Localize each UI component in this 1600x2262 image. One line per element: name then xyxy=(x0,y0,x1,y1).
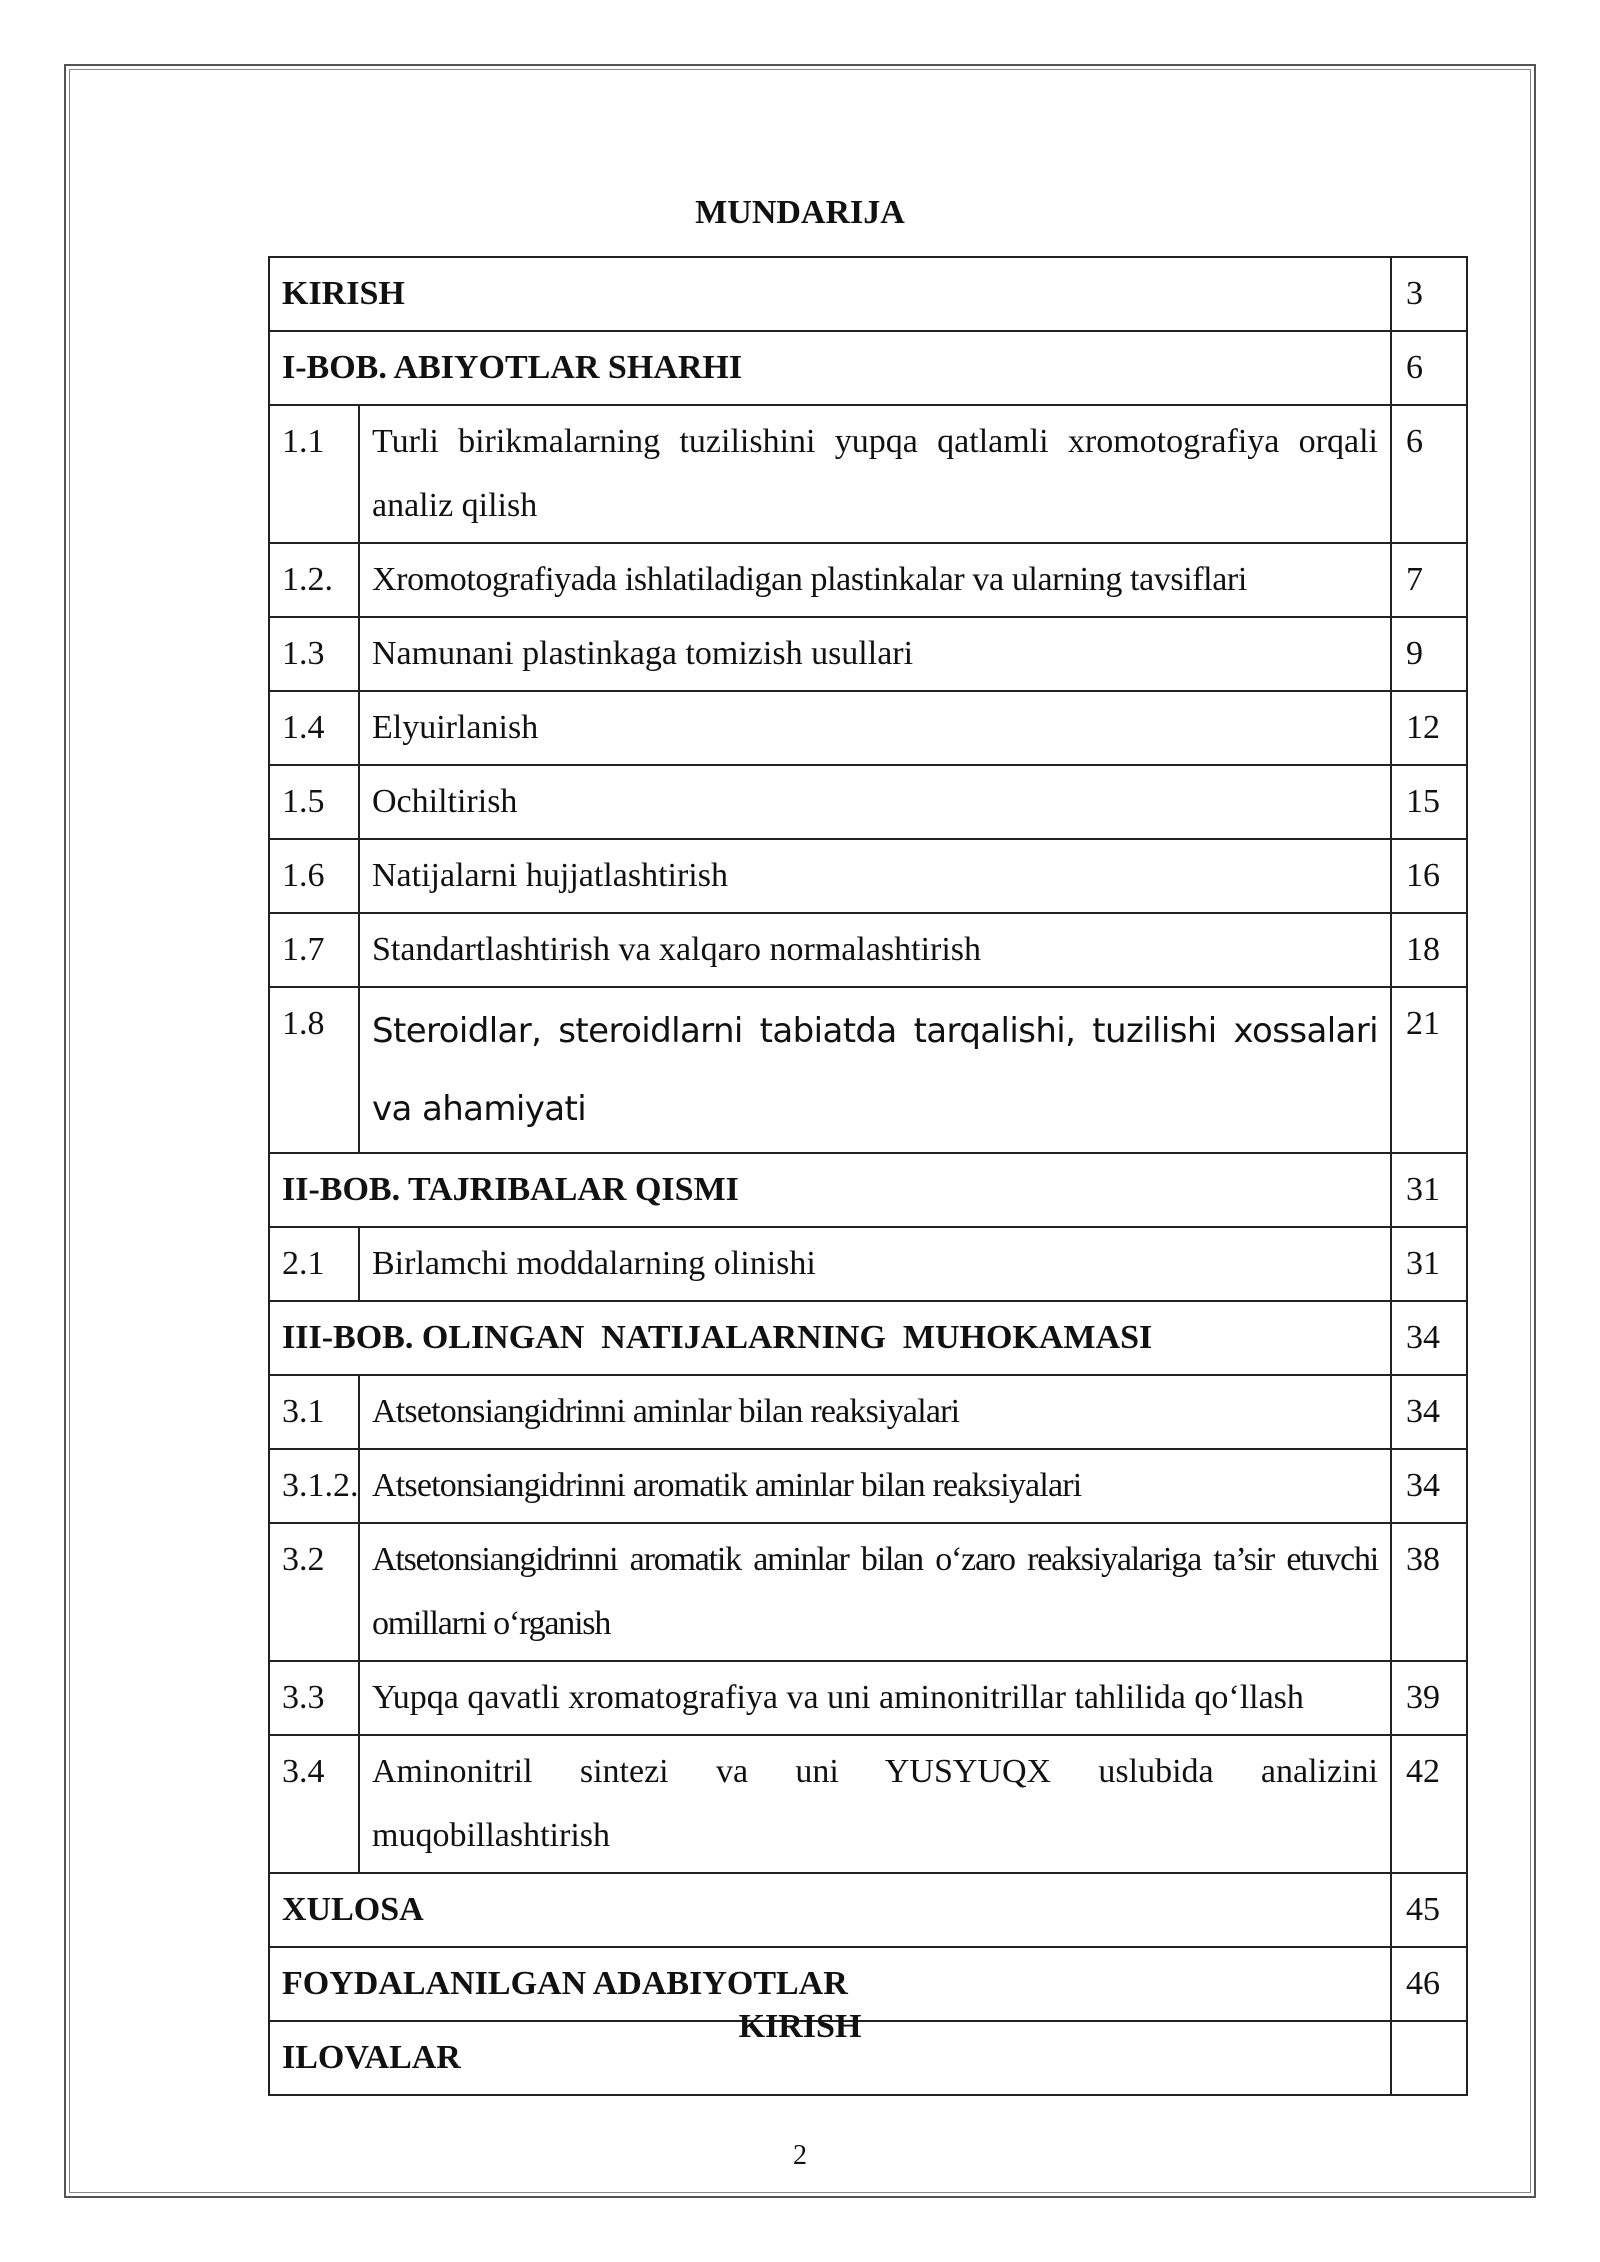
toc-section-title: Xromotografiyada ishlatiladigan plastinkalar va ularning tavsiflari xyxy=(359,543,1391,617)
toc-section-title: Atsetonsiangidrinni aminlar bilan reaksiyalari xyxy=(359,1375,1391,1449)
toc-section-title: Atsetonsiangidrinni aromatik aminlar bilan o‘zaro reaksiyalariga ta’sir etuvchi omillarni o‘rganish xyxy=(359,1523,1391,1661)
toc-row xyxy=(269,1523,1467,1661)
toc-section-number: 1.4 xyxy=(269,691,359,765)
toc-chapter-title: KIRISH xyxy=(269,257,1391,331)
toc-section-number: 2.1 xyxy=(269,1227,359,1301)
toc-page-number: 31 xyxy=(1391,1227,1467,1301)
toc-row xyxy=(269,1735,1467,1873)
toc-heading: MUNDARIJA xyxy=(695,194,905,231)
toc-row xyxy=(269,987,1467,1153)
toc-row xyxy=(269,1375,1467,1449)
toc-row xyxy=(269,543,1467,617)
toc-page-number: 21 xyxy=(1391,987,1467,1153)
toc-page-number: 42 xyxy=(1391,1735,1467,1873)
toc-row xyxy=(269,1661,1467,1735)
toc-section-number: 1.1 xyxy=(269,405,359,543)
toc-page-number: 45 xyxy=(1391,1873,1467,1947)
toc-page-number: 31 xyxy=(1391,1153,1467,1227)
toc-row xyxy=(269,1153,1467,1227)
toc-row xyxy=(269,765,1467,839)
toc-page-number: 6 xyxy=(1391,405,1467,543)
toc-section-number: 3.1 xyxy=(269,1375,359,1449)
toc-page-number: 6 xyxy=(1391,331,1467,405)
toc-page-number: 9 xyxy=(1391,617,1467,691)
toc-section-title: Standartlashtirish va xalqaro normalashtirish xyxy=(359,913,1391,987)
toc-section-number: 1.8 xyxy=(269,987,359,1153)
toc-row xyxy=(269,839,1467,913)
toc-page-number: 18 xyxy=(1391,913,1467,987)
toc-page-number: 12 xyxy=(1391,691,1467,765)
toc-section-title: Elyuirlanish xyxy=(359,691,1391,765)
toc-row xyxy=(269,1449,1467,1523)
toc-section-number: 3.3 xyxy=(269,1661,359,1735)
toc-row xyxy=(269,405,1467,543)
next-section-heading: KIRISH xyxy=(738,2008,862,2045)
toc-page-number: 34 xyxy=(1391,1301,1467,1375)
toc-page-number: 16 xyxy=(1391,839,1467,913)
toc-section-number: 3.4 xyxy=(269,1735,359,1873)
toc-chapter-title: ILOVALAR xyxy=(269,2021,1391,2095)
toc-chapter-title: II-BOB. TAJRIBALAR QISMI xyxy=(269,1153,1391,1227)
toc-section-title: Yupqa qavatli xromatografiya va uni aminonitrillar tahlilida qo‘llash xyxy=(359,1661,1391,1735)
toc-chapter-title: FOYDALANILGAN ADABIYOTLAR xyxy=(269,1947,1391,2021)
toc-page-number: 46 xyxy=(1391,1947,1467,2021)
toc-row xyxy=(269,331,1467,405)
toc-page-number: 15 xyxy=(1391,765,1467,839)
toc-section-title: Namunani plastinkaga tomizish usullari xyxy=(359,617,1391,691)
toc-section-title: Natijalarni hujjatlashtirish xyxy=(359,839,1391,913)
toc-section-title: Aminonitril sintezi va uni YUSYUQX uslubida analizini muqobillashtirish xyxy=(359,1735,1391,1873)
toc-row xyxy=(269,1301,1467,1375)
toc-section-number: 3.2 xyxy=(269,1523,359,1661)
toc-section-number: 1.7 xyxy=(269,913,359,987)
toc-row xyxy=(269,257,1467,331)
toc-page-number: 34 xyxy=(1391,1375,1467,1449)
toc-section-number: 1.2. xyxy=(269,543,359,617)
toc-page-number: 39 xyxy=(1391,1661,1467,1735)
toc-section-title: Atsetonsiangidrinni aromatik aminlar bilan reaksiyalari xyxy=(359,1449,1391,1523)
toc-section-title: Steroidlar, steroidlarni tabiatda tarqalishi, tuzilishi xossalari va ahamiyati xyxy=(359,987,1391,1153)
toc-section-number: 1.3 xyxy=(269,617,359,691)
toc-chapter-title: III-BOB. OLINGAN NATIJALARNING MUHOKAMASI xyxy=(269,1301,1391,1375)
toc-chapter-title: I-BOB. ABIYOTLAR SHARHI xyxy=(269,331,1391,405)
toc-page-number: 7 xyxy=(1391,543,1467,617)
toc-section-title: Birlamchi moddalarning olinishi xyxy=(359,1227,1391,1301)
toc-section-number: 1.5 xyxy=(269,765,359,839)
toc-section-number: 3.1.2. xyxy=(269,1449,359,1523)
toc-row xyxy=(269,913,1467,987)
toc-section-number: 1.6 xyxy=(269,839,359,913)
toc-section-title: Ochiltirish xyxy=(359,765,1391,839)
toc-row xyxy=(269,617,1467,691)
toc-page-number: 34 xyxy=(1391,1449,1467,1523)
toc-section-title: Turli birikmalarning tuzilishini yupqa qatlamli xromotografiya orqali analiz qilish xyxy=(359,405,1391,543)
toc-page-number: 3 xyxy=(1391,257,1467,331)
toc-row xyxy=(269,691,1467,765)
page-number: 2 xyxy=(793,2140,807,2171)
toc-table xyxy=(268,256,1468,2096)
toc-row xyxy=(269,1873,1467,1947)
toc-row xyxy=(269,1227,1467,1301)
toc-chapter-title: XULOSA xyxy=(269,1873,1391,1947)
toc-page-number: 38 xyxy=(1391,1523,1467,1661)
